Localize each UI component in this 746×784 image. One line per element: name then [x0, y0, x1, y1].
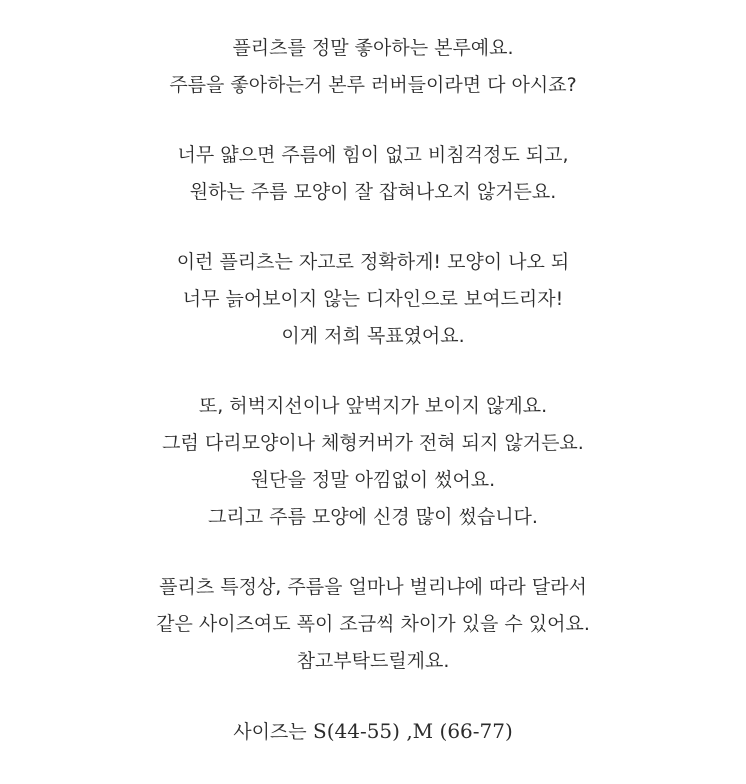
text-line: 그럼 다리모양이나 체형커버가 전혀 되지 않거든요. — [162, 432, 584, 454]
text-line: 같은 사이즈여도 폭이 조금씩 차이가 있을 수 있어요. — [156, 613, 590, 635]
paragraph-thickness — [0, 137, 746, 211]
size-value: S(44-55) ,M (66-77) — [306, 719, 513, 743]
text-line: 너무 늙어보이지 않는 디자인으로 보여드리자! — [182, 288, 564, 310]
paragraph-intro — [0, 30, 746, 104]
size-info — [0, 713, 746, 751]
text-line: 이게 저희 목표였어요. — [281, 325, 465, 347]
text-line: 원하는 주름 모양이 잘 잡혀나오지 않거든요. — [189, 181, 557, 203]
text-line: 플리츠를 정말 좋아하는 본루예요. — [232, 37, 514, 59]
text-line: 이런 플리츠는 자고로 정확하게! 모양이 나오 되 — [176, 251, 570, 273]
paragraph-design-goal — [0, 244, 746, 355]
text-line: 또, 허벅지선이나 앞벅지가 보이지 않게요. — [198, 395, 548, 417]
product-description — [0, 30, 746, 784]
paragraph-coverage — [0, 388, 746, 536]
text-line: 플리츠 특정상, 주름을 얼마나 벌리냐에 따라 달라서 — [159, 576, 587, 598]
paragraph-size-note — [0, 569, 746, 680]
text-line: 참고부탁드릴게요. — [296, 650, 450, 672]
size-line — [0, 713, 746, 751]
text-line: 원단을 정말 아낌없이 썼어요. — [250, 469, 496, 491]
size-label: 사이즈는 — [233, 721, 307, 743]
text-line: 주름을 좋아하는거 본루 러버들이라면 다 아시죠? — [169, 74, 577, 96]
text-line: 너무 얇으면 주름에 힘이 없고 비침걱정도 되고, — [177, 144, 569, 166]
text-line: 그리고 주름 모양에 신경 많이 썼습니다. — [208, 506, 538, 528]
